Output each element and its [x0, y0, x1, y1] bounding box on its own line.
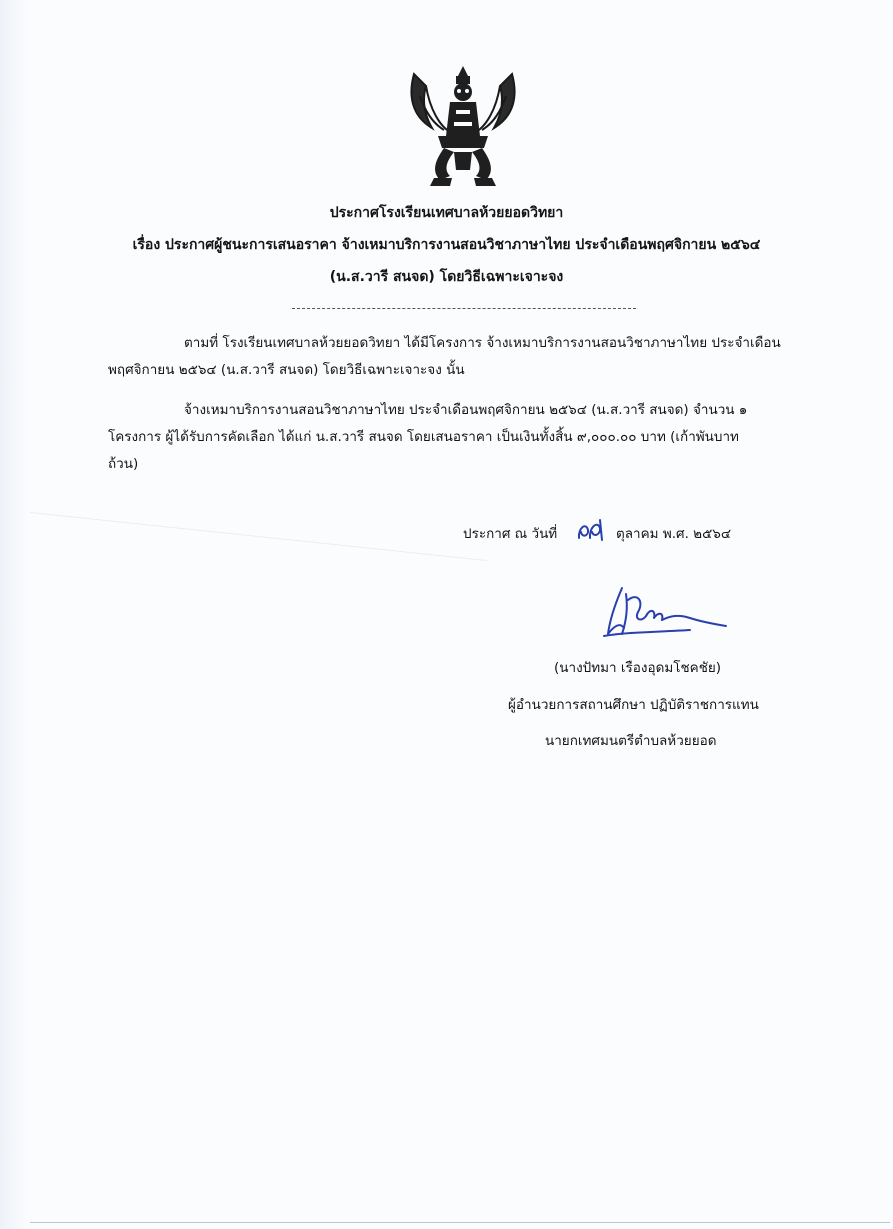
document-subject: เรื่อง ประกาศผู้ชนะการเสนอราคา จ้างเหมาบริการงานสอนวิชาภาษาไทย ประจำเดือนพฤศจิกายน ๒๕๖๔: [132, 237, 761, 253]
paper-crease: [30, 512, 488, 561]
announce-prefix: ประกาศ ณ วันที่: [463, 526, 558, 542]
handwritten-signature: [598, 582, 730, 646]
paragraph2-line1: จ้างเหมาบริการงานสอนวิชาภาษาไทย ประจำเดือนพฤศจิกายน ๒๕๖๔ (น.ส.วารี สนจด) จำนวน ๑: [184, 402, 748, 418]
paragraph2-line2: โครงการ ผู้ได้รับการคัดเลือก ได้แก่ น.ส.วารี สนจด โดยเสนอราคา เป็นเงินทั้งสิ้น ๙,๐๐๐.๐๐ บาท (เก้าพันบาท: [108, 429, 739, 445]
page-bottom-border: [30, 1222, 890, 1223]
paragraph1-line2: พฤศจิกายน ๒๕๖๔ (น.ส.วารี สนจด) โดยวิธีเฉพาะเจาะจง นั้น: [108, 362, 465, 378]
scan-edge: [0, 0, 28, 1229]
garuda-emblem-icon: [404, 66, 522, 188]
paragraph1-line1: ตามที่ โรงเรียนเทศบาลห้วยยอดวิทยา ได้มีโครงการ จ้างเหมาบริการงานสอนวิชาภาษาไทย ประจำเดือน: [184, 335, 781, 351]
handwritten-day: [576, 516, 606, 544]
paragraph2-line3: ถ้วน): [108, 456, 139, 472]
document-subject-line2: (น.ส.วารี สนจด) โดยวิธีเฉพาะเจาะจง: [329, 269, 564, 285]
title-divider: [292, 308, 636, 309]
announce-suffix: ตุลาคม พ.ศ. ๒๕๖๔: [616, 526, 732, 542]
signatory-position-2: นายกเทศมนตรีตำบลห้วยยอด: [545, 733, 717, 749]
signatory-name: (นางปัทมา เรืองอุดมโชคชัย): [554, 660, 722, 676]
document-title: ประกาศโรงเรียนเทศบาลห้วยยอดวิทยา: [329, 205, 564, 221]
signatory-position: ผู้อำนวยการสถานศึกษา ปฏิบัติราชการแทน: [508, 697, 759, 713]
